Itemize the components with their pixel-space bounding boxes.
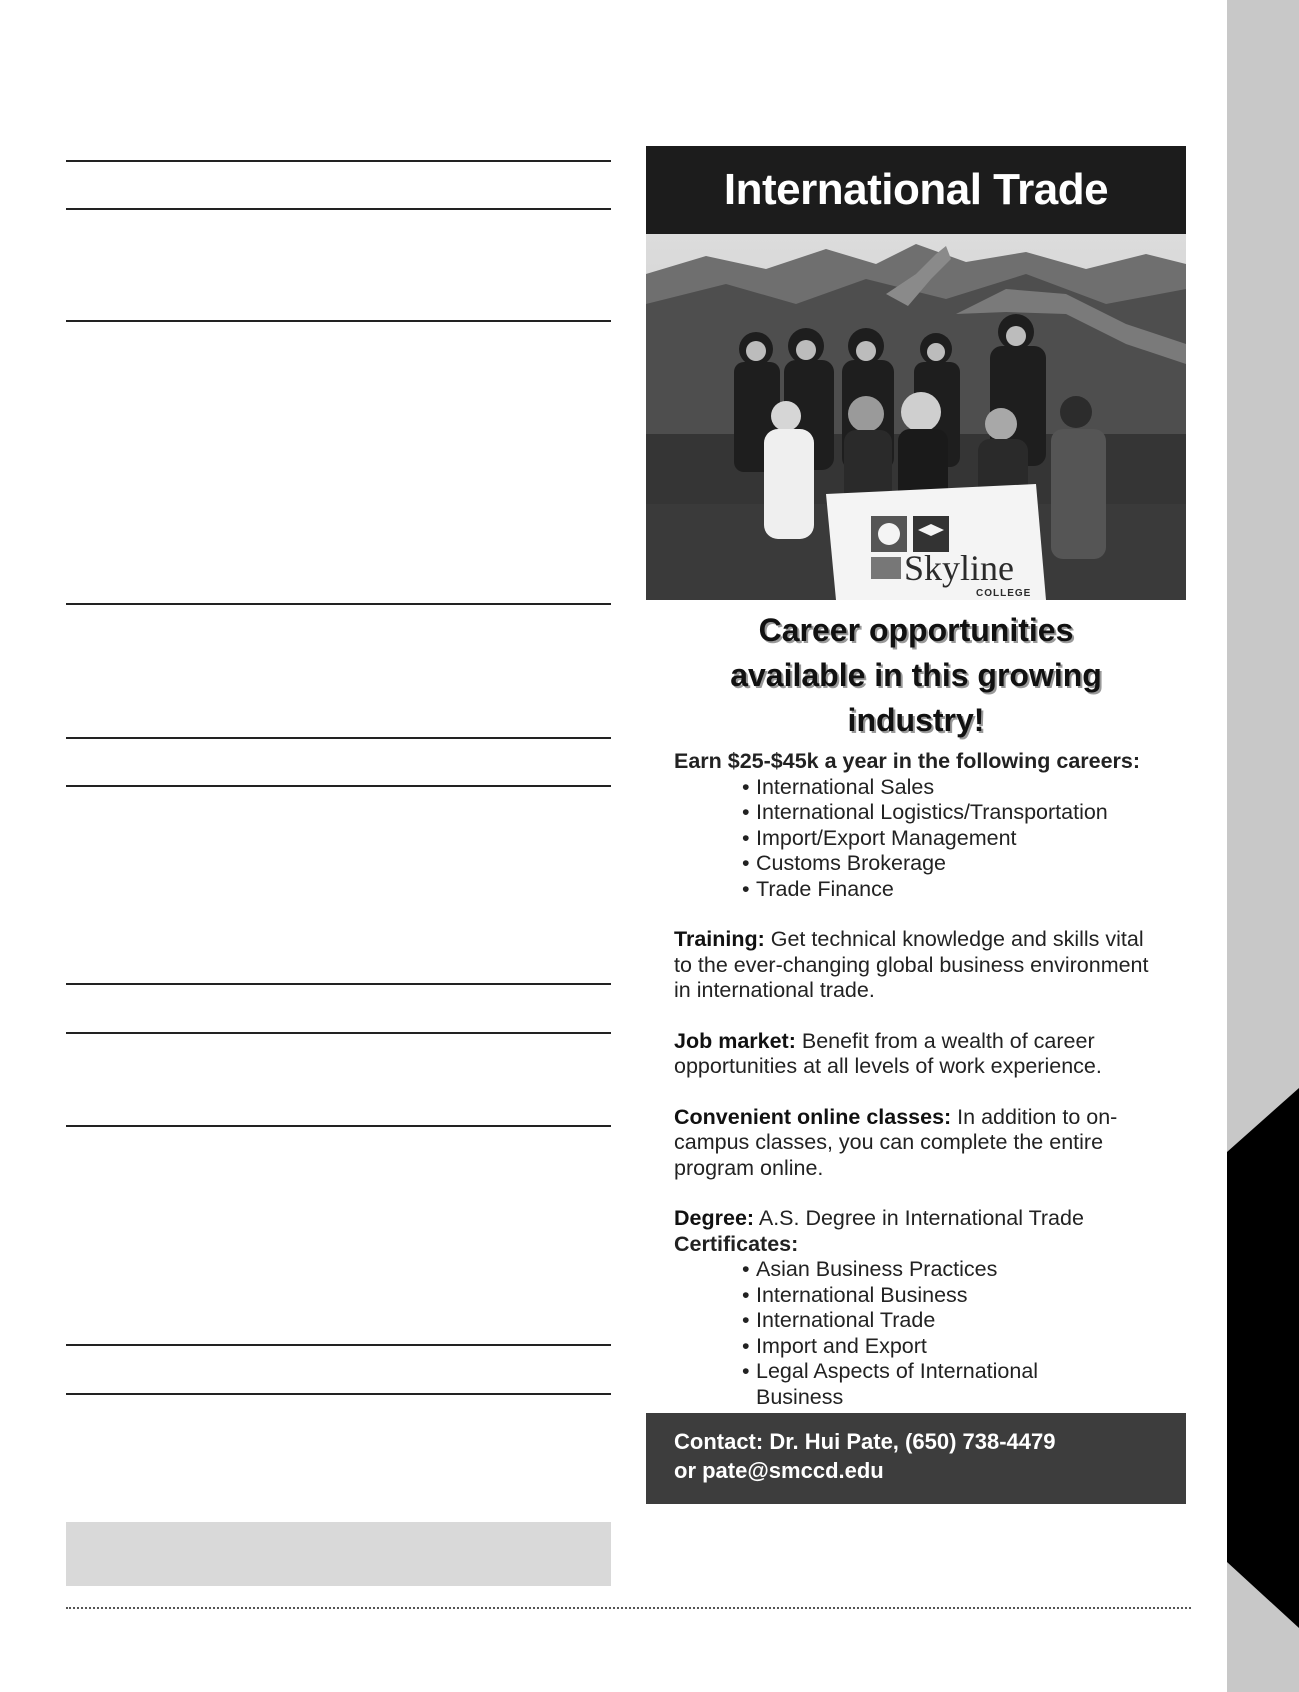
careers-list (674, 775, 1164, 903)
contact-bar (646, 1413, 1186, 1504)
online-classes-label: Convenient online classes: (674, 1104, 952, 1129)
writing-line-7 (66, 983, 611, 985)
certificates-label: Certificates: (674, 1231, 799, 1256)
ad-body (646, 749, 1186, 1410)
career-item: • Customs Brokerage (742, 851, 1164, 877)
online-classes-paragraph (674, 1105, 1164, 1182)
svg-text:COLLEGE: COLLEGE (976, 588, 1032, 599)
writing-line-1 (66, 160, 611, 162)
writing-line-2 (66, 208, 611, 210)
certificate-item: • Asian Business Practices (742, 1257, 1164, 1283)
career-item: • International Sales (742, 775, 1164, 801)
writing-line-8 (66, 1032, 611, 1034)
writing-line-10 (66, 1344, 611, 1346)
headline-line: industry! (847, 702, 985, 738)
job-market-text: Benefit from a wealth of career opportunities at all levels of work experience. (674, 1028, 1102, 1078)
svg-text:Skyline: Skyline (904, 548, 1015, 588)
training-text: Get technical knowledge and skills vital to the ever-changing global business environment in international trade. (674, 927, 1149, 1002)
dotted-cut-line (66, 1607, 1191, 1609)
job-market-label: Job market: (674, 1028, 796, 1053)
training-label: Training: (674, 927, 765, 951)
headline-line: Career opportunities (758, 612, 1074, 648)
certificate-item: • Legal Aspects of International Business (742, 1359, 1056, 1410)
international-trade-ad (646, 146, 1186, 1504)
side-tab-arrow (1227, 0, 1299, 1692)
career-item: • International Logistics/Transportation (742, 800, 1164, 826)
certificates-list (674, 1257, 1164, 1410)
writing-line-5 (66, 737, 611, 739)
gray-note-box (66, 1522, 611, 1586)
contact-line: Contact: Dr. Hui Pate, (650) 738-4479 (674, 1429, 1056, 1454)
degree-paragraph (674, 1206, 1164, 1232)
writing-line-9 (66, 1125, 611, 1127)
certificate-item: • Import and Export (742, 1334, 1164, 1360)
side-tab (1227, 0, 1299, 1692)
certificate-item: • International Trade (742, 1308, 1164, 1334)
degree-text: A.S. Degree in International Trade (754, 1206, 1084, 1230)
writing-line-11 (66, 1393, 611, 1395)
writing-line-6 (66, 785, 611, 787)
training-paragraph (674, 927, 1164, 1004)
writing-line-3 (66, 320, 611, 322)
earn-text: Earn $25-$45k a year in the following careers: (674, 749, 1141, 773)
contact-email-line[interactable]: or pate@smccd.edu (674, 1458, 884, 1483)
certificate-item: • International Business (742, 1283, 1164, 1309)
career-item: • Import/Export Management (742, 826, 1164, 852)
career-item: • Trade Finance (742, 877, 1164, 903)
group-photo-great-wall (646, 234, 1186, 600)
ad-title: International Trade (646, 146, 1186, 234)
online-classes-text: In addition to on-campus classes, you can complete the entire program online. (674, 1104, 1118, 1180)
writing-line-4 (66, 603, 611, 605)
headline-line: available in this growing (730, 657, 1102, 693)
degree-label: Degree: (674, 1206, 755, 1230)
headline (646, 608, 1186, 743)
job-market-paragraph (674, 1029, 1164, 1080)
